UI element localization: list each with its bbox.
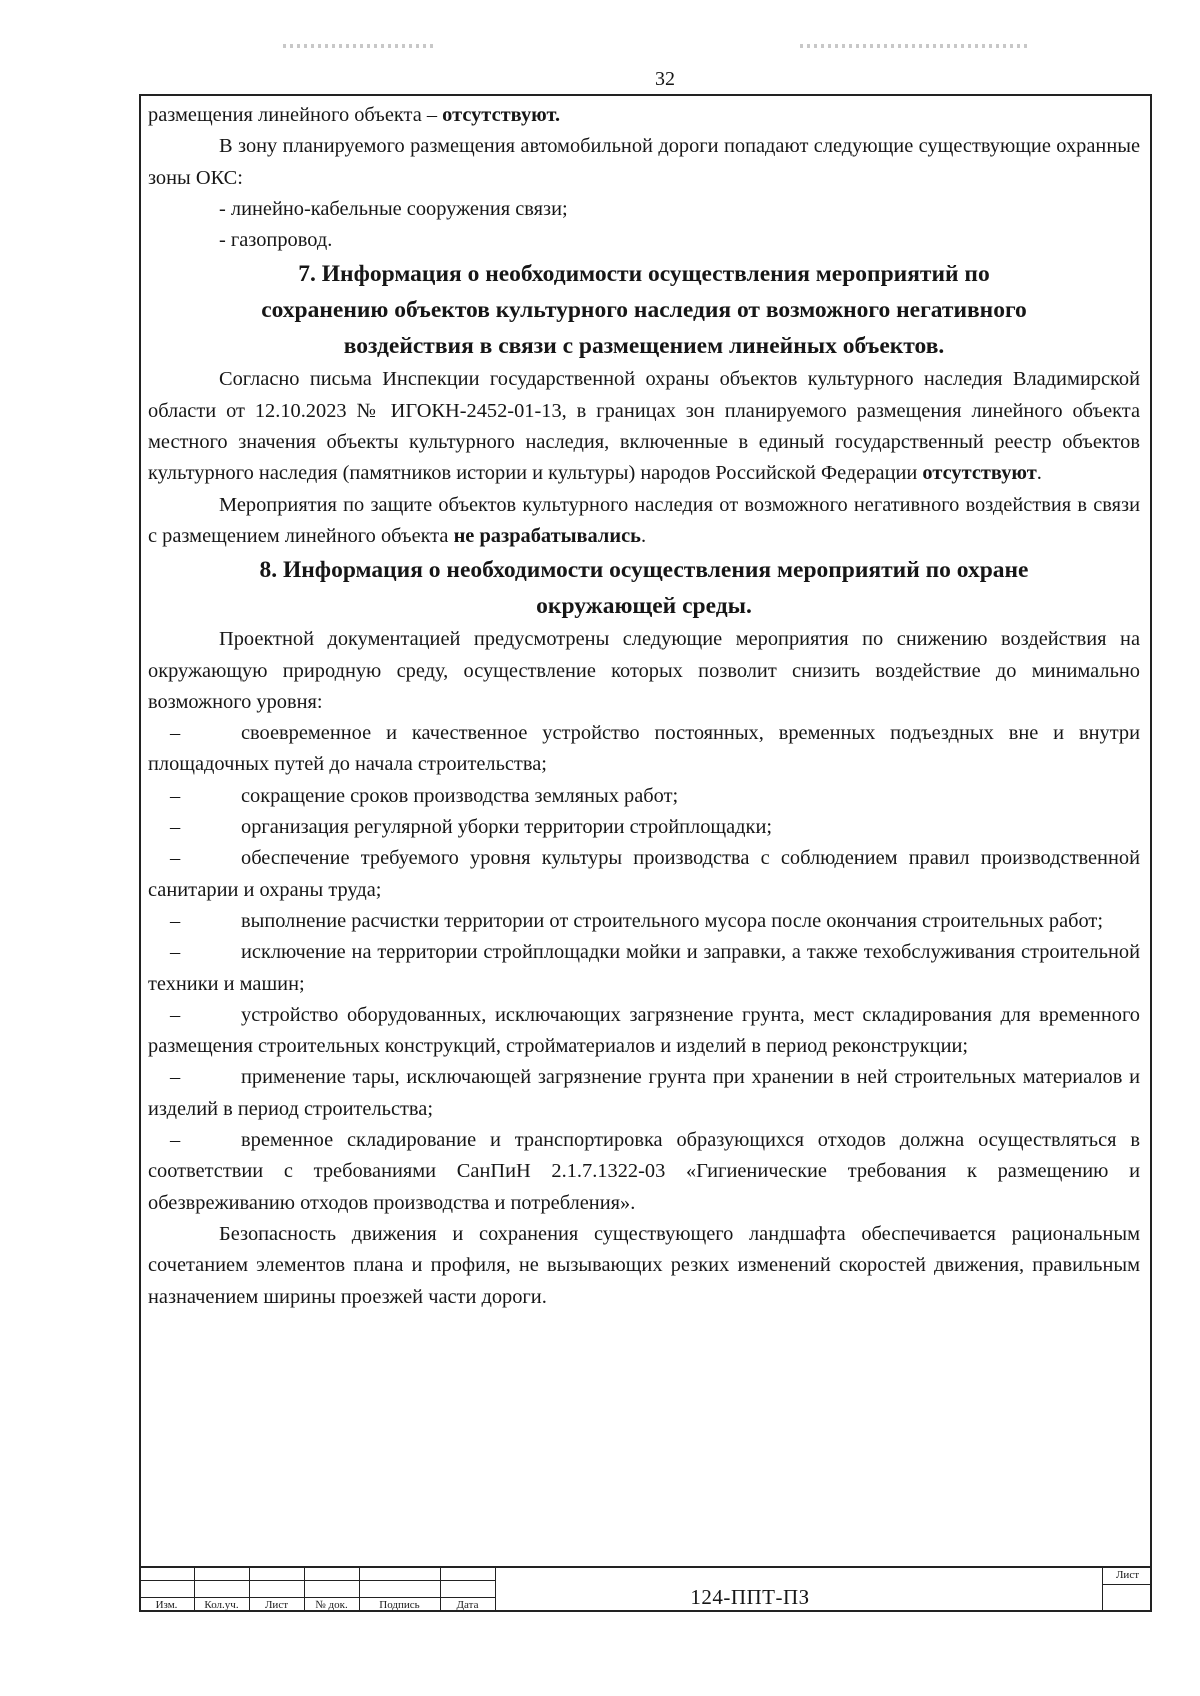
dash-marker: – — [170, 941, 181, 964]
list-item: – устройство оборудованных, исключающих загрязнение грунта, мест складирования для временного размещения строительных конструкций, стройматериалов и изделий в период реконструкции; — [148, 1000, 1140, 1063]
title-block-label-date: Дата — [456, 1599, 479, 1611]
dash-marker: – — [170, 847, 181, 870]
section-8-heading-line: 8. Информация о необходимости осуществления мероприятий по охране — [259, 557, 1029, 584]
title-block-label-count: Кол.уч. — [204, 1599, 239, 1611]
section-7-heading — [148, 256, 1140, 364]
list-item: – организация регулярной уборки территории стройплощадки; — [148, 812, 1140, 843]
title-block-label-doc: № док. — [315, 1599, 348, 1611]
section-7-heading-line: сохранению объектов культурного наследия от возможного негативного — [261, 297, 1027, 324]
intro-line: размещения линейного объекта – отсутствуют. — [148, 104, 561, 126]
section-8-heading — [148, 552, 1140, 624]
list-item: – временное складирование и транспортировка образующихся отходов должна осуществляться в соответствии с требованиями СанПиН 2.1.7.1322-03 «Гигиенические требования к размещению и обезвреживанию отходов производства и потребления». — [148, 1125, 1140, 1219]
title-block-label-sheet: Лист — [264, 1599, 289, 1611]
sheet-box-divider — [1103, 1584, 1152, 1585]
sheet-number-box — [1102, 1566, 1152, 1612]
dash-marker: – — [170, 1129, 181, 1152]
dash-marker: – — [170, 909, 181, 932]
list-item: – сокращение сроков производства земляных работ; — [148, 781, 1140, 812]
title-block-label-change: Изм. — [155, 1599, 178, 1611]
section-7-heading-line: 7. Информация о необходимости осуществления мероприятий по — [298, 261, 990, 288]
page-number: 32 — [655, 68, 675, 90]
list-item: – исключение на территории стройплощадки мойки и заправки, а также техобслуживания строительной техники и машин; — [148, 937, 1140, 1000]
section-8-closing: Безопасность движения и сохранения существующего ландшафта обеспечивается рациональным сочетанием элементов плана и профиля, не вызывающих резких изменений скоростей движения, правильным назначением ширины проезжей части дороги. — [148, 1222, 1140, 1308]
sheet-label: Лист — [1115, 1569, 1140, 1581]
dash-marker: – — [170, 784, 181, 807]
scan-artifact-right — [800, 44, 1030, 48]
section-8-intro: Проектной документацией предусмотрены следующие мероприятия по снижению воздействия на окружающую природную среду, осуществление которых позволит снизить воздействие до минимально возможного уровня: — [148, 628, 1140, 713]
document-code: 124-ППТ-ПЗ — [690, 1585, 810, 1609]
list-item: – своевременное и качественное устройство постоянных, временных подъездных вне и внутри площадочных путей до начала строительства; — [148, 718, 1140, 781]
list-item: – выполнение расчистки территории от строительного мусора после окончания строительных работ; — [148, 906, 1140, 937]
section-8-heading-line: окружающей среды. — [536, 593, 752, 620]
intro-item: - газопровод. — [219, 229, 333, 252]
list-item: – применение тары, исключающей загрязнение грунта при хранении в ней строительных материалов и изделий в период строительства; — [148, 1062, 1140, 1125]
title-block-label-signature: Подпись — [379, 1599, 420, 1611]
intro-item: - линейно-кабельные сооружения связи; — [219, 197, 568, 220]
section-7-heading-line: воздействия в связи с размещением линейных объектов. — [343, 333, 945, 360]
list-item: – обеспечение требуемого уровня культуры производства с соблюдением правил производственной санитарии и охраны труда; — [148, 843, 1140, 906]
dash-marker: – — [170, 1066, 181, 1089]
intro-paragraph: В зону планируемого размещения автомобильной дороги попадают следующие существующие охранные зоны ОКС: — [148, 135, 1140, 189]
dash-marker: – — [170, 816, 181, 839]
dash-marker: – — [170, 1003, 181, 1026]
scan-artifact-left — [283, 44, 433, 48]
section-7-paragraph-1: Согласно письма Инспекции государственной охраны объектов культурного наследия Владимирской области от 12.10.2023 № ИГОКН-2452-01-13, в границах зон планируемого размещения линейного объекта местного значения объекты культурного наследия, включенные в единый государственный реестр объектов культурного наследия (памятников истории и культуры) народов Российской Федерации отсутствуют. — [148, 368, 1140, 485]
section-7-paragraph-2: Мероприятия по защите объектов культурного наследия от возможного негативного воздействия в связи с размещением линейного объекта не разрабатывались. — [148, 493, 1140, 547]
dash-marker: – — [170, 722, 181, 745]
document-body — [148, 100, 1140, 1313]
